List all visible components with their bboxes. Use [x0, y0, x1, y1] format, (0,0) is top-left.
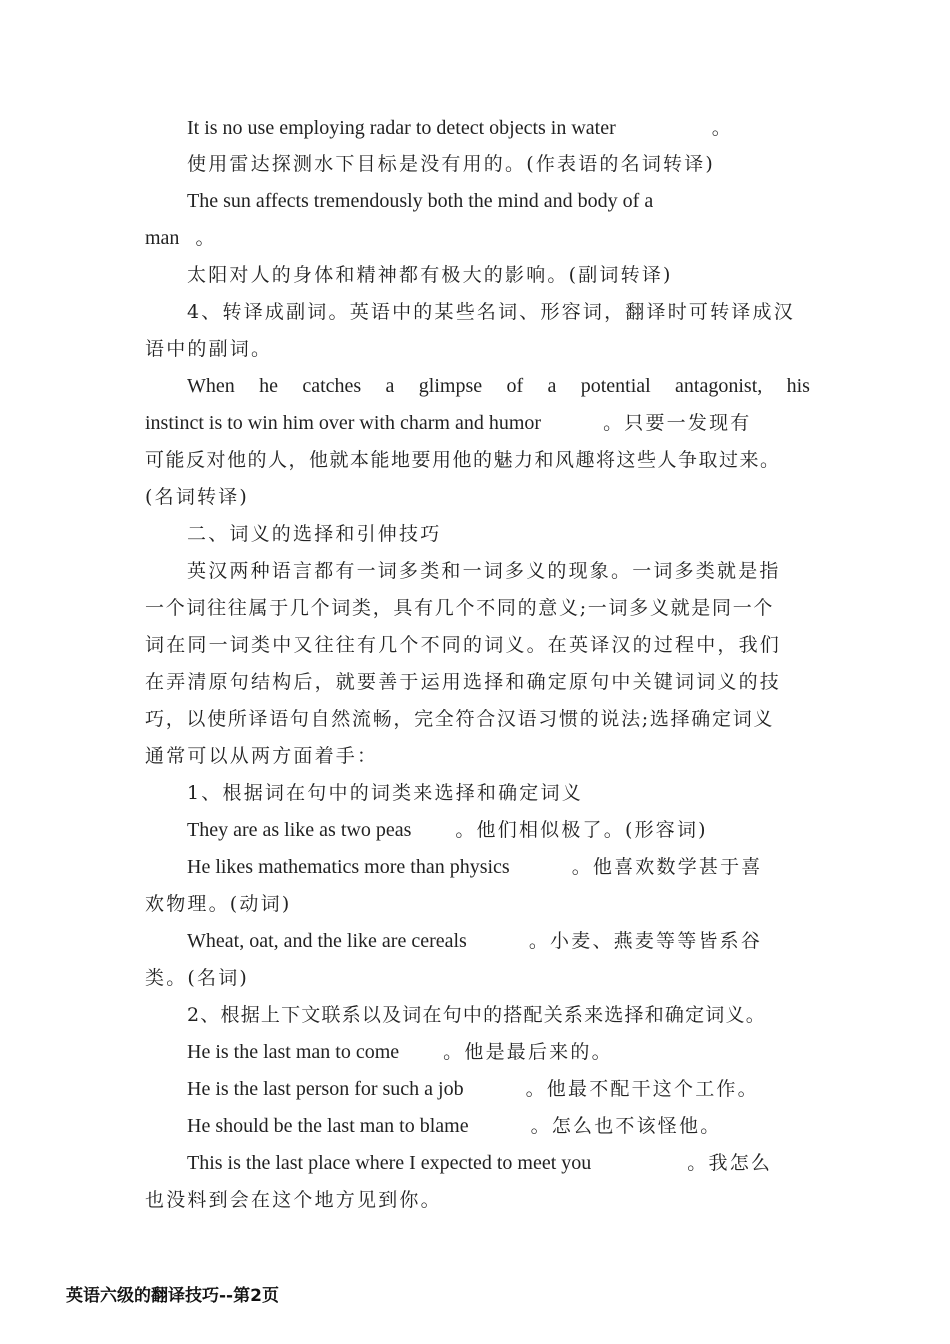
- paragraph-line: [145, 226, 810, 250]
- paragraph-line: 词在同一词类中又往往有几个不同的词义。在英译汉的过程中，我们: [145, 634, 782, 656]
- english-sentence: It is no use employing radar to detect objects in water: [187, 117, 616, 139]
- chinese-translation: 。我怎么: [687, 1152, 773, 1174]
- paragraph-line: 一个词往往属于几个词类，具有几个不同的意义;一词多义就是同一个: [145, 597, 775, 619]
- english-sentence: He likes mathematics more than physics: [187, 856, 510, 878]
- chinese-translation: 。怎么也不该怪他。: [530, 1115, 722, 1137]
- word: of: [506, 375, 524, 397]
- english-sentence: He should be the last man to blame: [187, 1115, 469, 1137]
- chinese-translation: 。他们相似极了。(形容词): [455, 819, 708, 841]
- paragraph-line: 语中的副词。: [145, 338, 273, 360]
- sentence-end: 。: [195, 227, 217, 249]
- chinese-translation: 。小麦、燕麦等等皆系谷: [528, 930, 763, 952]
- chinese-translation: 。他最不配干这个工作。: [525, 1078, 759, 1100]
- paragraph-line: [145, 411, 810, 435]
- chinese-translation: 太阳对人的身体和精神都有极大的影响。(副词转译): [187, 264, 673, 286]
- example-line: [187, 855, 810, 879]
- example-line: [187, 1077, 810, 1101]
- chinese-translation: 。只要一发现有: [603, 412, 752, 434]
- example-line: [187, 1040, 810, 1064]
- english-sentence: He is the last man to come: [187, 1041, 400, 1063]
- english-sentence: The sun affects tremendously both the mind and body of a: [187, 190, 654, 212]
- page-footer: 英语六级的翻译技巧--第2页: [66, 1286, 279, 1306]
- word: antagonist,: [675, 375, 763, 397]
- chinese-translation: 。他喜欢数学甚于喜: [571, 856, 763, 878]
- section-item-heading: 1、根据词在句中的词类来选择和确定词义: [187, 782, 583, 804]
- example-line: [187, 929, 810, 953]
- sentence-end: 。: [711, 117, 733, 139]
- annotation: (名词转译): [145, 486, 250, 508]
- example-line: [187, 1151, 810, 1175]
- chinese-translation: 也没料到会在这个地方见到你。: [145, 1189, 442, 1211]
- paragraph-line: 通常可以从两方面着手：: [145, 745, 379, 767]
- word: glimpse: [418, 375, 483, 397]
- word: he: [259, 375, 278, 397]
- example-line: [187, 818, 810, 842]
- chinese-translation: 。他是最后来的。: [443, 1041, 613, 1063]
- paragraph-line: 巧，以使所译语句自然流畅，完全符合汉语习惯的说法;选择确定词义: [145, 708, 775, 730]
- word: potential: [580, 375, 651, 397]
- example-line: [187, 1114, 810, 1138]
- chinese-translation: 类。(名词): [145, 967, 250, 989]
- english-sentence: instinct is to win him over with charm and humor: [145, 412, 542, 434]
- word: a: [385, 375, 395, 397]
- word: When: [187, 375, 235, 397]
- paragraph-line: [187, 116, 810, 140]
- chinese-translation: 使用雷达探测水下目标是没有用的。(作表语的名词转译): [187, 153, 716, 175]
- section-item-heading: 4、转译成副词。英语中的某些名词、形容词，翻译时可转译成汉: [187, 301, 795, 323]
- chinese-translation: 可能反对他的人，他就本能地要用他的魅力和风趣将这些人争取过来。: [145, 449, 781, 471]
- section-heading: 二、词义的选择和引伸技巧: [187, 523, 442, 545]
- english-sentence: He is the last person for such a job: [187, 1078, 464, 1100]
- english-sentence: man: [145, 227, 180, 249]
- english-sentence: Wheat, oat, and the like are cereals: [187, 930, 467, 952]
- paragraph-line: 在弄清原句结构后，就要善于运用选择和确定原句中关键词词义的技: [145, 671, 782, 693]
- english-sentence-justified: [187, 374, 810, 398]
- word: a: [547, 375, 557, 397]
- word: catches: [302, 375, 362, 397]
- english-sentence: They are as like as two peas: [187, 819, 412, 841]
- english-sentence: This is the last place where I expected to meet you: [187, 1152, 592, 1174]
- section-item-heading: 2、根据上下文联系以及词在句中的搭配关系来选择和确定词义。: [187, 1004, 766, 1026]
- chinese-translation: 欢物理。(动词): [145, 893, 292, 915]
- word: his: [786, 375, 810, 397]
- paragraph-line: 英汉两种语言都有一词多类和一词多义的现象。一词多类就是指: [187, 560, 781, 582]
